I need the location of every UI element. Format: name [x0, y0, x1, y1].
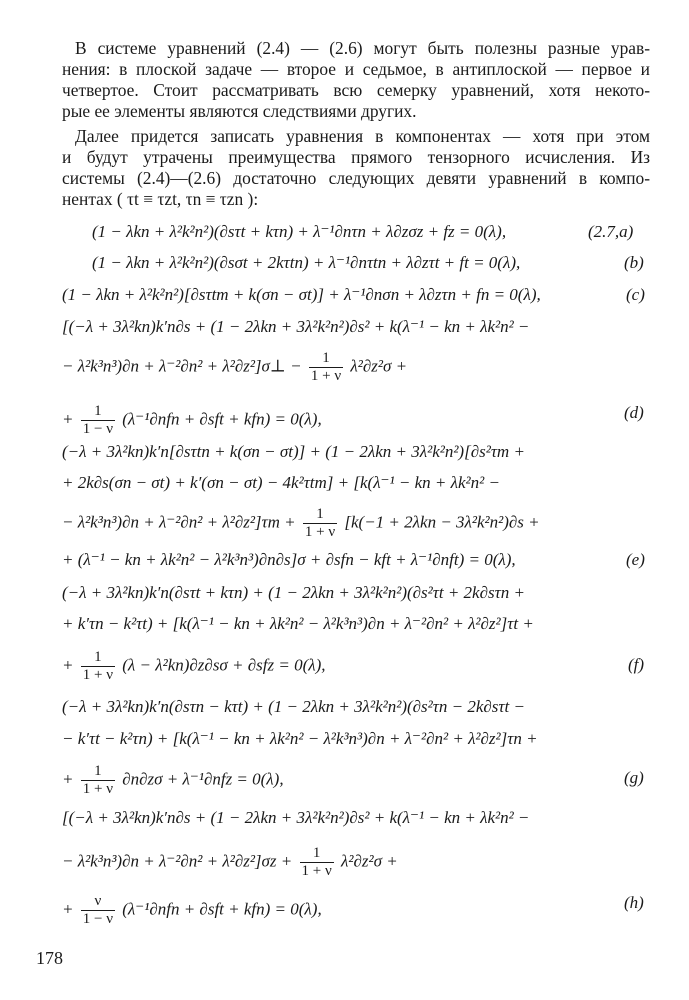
fraction-numerator: 1 [309, 350, 343, 368]
fraction-denominator: 1 + ν [82, 781, 113, 797]
fraction-denominator: 1 + ν [82, 667, 113, 683]
equation-part: λ²∂z²σ + [341, 851, 398, 871]
fraction-numerator: 1 [300, 845, 334, 863]
equation-tag-f: (f) [628, 655, 645, 674]
paragraph-line: Далее придется записать уравнения в компонентах — хотя при этом [75, 126, 650, 146]
fraction-denominator: 1 − ν [82, 421, 113, 437]
equation-part: (λ⁻¹∂nfn + ∂sft + kfn) = 0(λ), [122, 409, 322, 429]
fraction-numerator: ν [81, 893, 115, 911]
equation-part: ∂n∂zσ + λ⁻¹∂nfz = 0(λ), [122, 769, 284, 789]
equation-b: (1 − λkn + λ²k²n²)(∂sσt + 2kτtn) + λ⁻¹∂nτtn + λ∂zτt + ft = 0(λ), [92, 253, 521, 272]
equation-part: (λ − λ²kn)∂z∂sσ + ∂sfz = 0(λ), [122, 655, 326, 675]
fraction-numerator: 1 [303, 506, 337, 524]
equation-part: + [62, 899, 74, 919]
equation-f-line-2: + k′τn − k²τt) + [k(λ⁻¹ − kn + λk²n² − λ²k³n³)∂n + λ⁻²∂n² + λ²∂z²]τt + [62, 614, 534, 633]
fraction [81, 763, 115, 798]
equation-g-line-1: (−λ + 3λ²kn)k′n(∂sτn − kτt) + (1 − 2λkn + 3λ²k²n²)(∂s²τn − 2k∂sτt − [62, 697, 525, 716]
equation-g-line-3 [62, 763, 284, 798]
paragraph-line: В системе уравнений (2.4) — (2.6) могут быть полезны разные урав- [75, 38, 650, 58]
paragraph-line: рые ее элементы являются следствиями других. [62, 101, 417, 121]
fraction-denominator: 1 + ν [310, 368, 342, 384]
equation-part: (λ⁻¹∂nfn + ∂sft + kfn) = 0(λ), [122, 899, 322, 919]
equation-tag-h: (h) [624, 893, 644, 912]
equation-part: [k(−1 + 2λkn − 3λ²k²n²)∂s + [344, 512, 540, 532]
equation-part: − λ²k³n³)∂n + λ⁻²∂n² + λ²∂z²]τm + [62, 512, 296, 532]
equation-part: − λ²k³n³)∂n + λ⁻²∂n² + λ²∂z²]σz + [62, 851, 293, 871]
equation-tag-b: (b) [624, 253, 644, 272]
fraction-numerator: 1 [81, 763, 115, 781]
equation-part: + [62, 769, 74, 789]
fraction-numerator: 1 [81, 649, 115, 667]
fraction-denominator: 1 − ν [82, 911, 113, 927]
equation-h-line-1: [(−λ + 3λ²kn)k′n∂s + (1 − 2λkn + 3λ²k²n²)∂s² + k(λ⁻¹ − kn + λk²n² − [62, 808, 530, 827]
paragraph-line: и будут утрачены преимущества прямого тензорного исчисления. Из [62, 147, 650, 167]
paragraph-1 [62, 38, 650, 122]
equation-g-line-2: − k′τt − k²τn) + [k(λ⁻¹ − kn + λk²n² − λ²k³n³)∂n + λ⁻²∂n² + λ²∂z²]τn + [62, 729, 538, 748]
equation-a: (1 − λkn + λ²k²n²)(∂sτt + kτn) + λ⁻¹∂nτn + λ∂zσz + fz = 0(λ), [92, 222, 507, 241]
equation-d-line-1: [(−λ + 3λ²kn)k′n∂s + (1 − 2λkn + 3λ²k²n²)∂s² + k(λ⁻¹ − kn + λk²n² − [62, 317, 530, 336]
equation-c: (1 − λkn + λ²k²n²)[∂sτtm + k(σn − σt)] + λ⁻¹∂nσn + λ∂zτn + fn = 0(λ), [62, 285, 541, 304]
fraction [300, 845, 334, 880]
equation-e-line-2: + 2k∂s(σn − σt) + k′(σn − σt) − 4k²τtm] + [k(λ⁻¹ − kn + λk²n² − [62, 473, 500, 492]
fraction [309, 350, 343, 385]
paragraph-line: системы (2.4)—(2.6) достаточно следующих девяти уравнений в компо- [62, 168, 650, 188]
paragraph-line: четвертое. Стоит рассматривать всю семерку уравнений, хотя некото- [62, 80, 650, 100]
equation-d-line-2 [62, 350, 407, 385]
equation-e-line-3 [62, 506, 540, 541]
equation-tag-e: (e) [626, 550, 645, 569]
equation-h-line-3 [62, 893, 322, 928]
equation-tag-g: (g) [624, 768, 644, 787]
equation-f-line-3 [62, 649, 326, 684]
equation-tag-c: (c) [626, 285, 645, 304]
fraction [303, 506, 337, 541]
fraction-numerator: 1 [81, 403, 115, 421]
equation-part: λ²∂z²σ + [350, 356, 408, 376]
equation-d-line-3 [62, 403, 322, 438]
equation-e-line-1: (−λ + 3λ²kn)k′n[∂sτtn + k(σn − σt)] + (1 − 2λkn + 3λ²k²n²)[∂s²τm + [62, 442, 525, 461]
fraction [81, 403, 115, 438]
fraction [81, 893, 115, 928]
equation-part: + [62, 409, 74, 429]
page-number: 178 [36, 948, 63, 968]
fraction [81, 649, 115, 684]
equation-tag-d: (d) [624, 403, 644, 422]
fraction-denominator: 1 + ν [304, 524, 336, 540]
equation-f-line-1: (−λ + 3λ²kn)k′n(∂sτt + kτn) + (1 − 2λkn + 3λ²k²n²)(∂s²τt + 2k∂sτn + [62, 583, 525, 602]
equation-part: − λ²k³n³)∂n + λ⁻²∂n² + λ²∂z²]σ⊥ − [62, 356, 302, 376]
paragraph-2 [62, 126, 650, 210]
equation-tag-a: (2.7,a) [588, 222, 634, 241]
equation-part: + [62, 655, 74, 675]
paragraph-line: нентах ( τt ≡ τzt, τn ≡ τzn ): [62, 189, 259, 209]
equation-e-line-4: + (λ⁻¹ − kn + λk²n² − λ²k³n³)∂n∂s]σ + ∂sfn − kft + λ⁻¹∂nft) = 0(λ), [62, 550, 516, 569]
equation-h-line-2 [62, 845, 398, 880]
fraction-denominator: 1 + ν [301, 863, 332, 879]
paragraph-line: нения: в плоской задаче — второе и седьмое, в антиплоской — первое и [62, 59, 650, 79]
